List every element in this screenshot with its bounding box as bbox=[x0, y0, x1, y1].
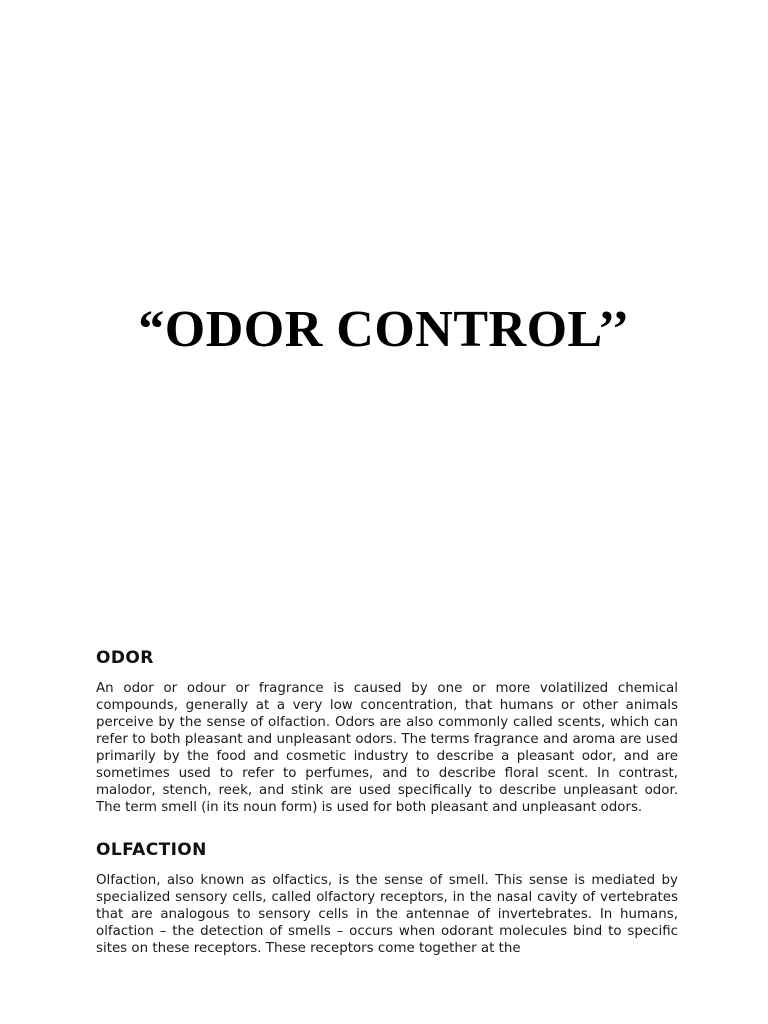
document-title: “ODOR CONTROL’’ bbox=[138, 301, 630, 358]
section-heading-olfaction: OLFACTION bbox=[96, 840, 207, 860]
section-heading-odor: ODOR bbox=[96, 648, 154, 668]
section-body-olfaction: Olfaction, also known as olfactics, is the sense of smell. This sense is mediated by specialized sensory cells, called olfactory receptors, in the nasal cavity of vertebrates that are analogous to sensory cells in the antennae of invertebrates. In humans, olfaction – the detection of smells – occurs when odorant molecules bind to specific sites on these receptors. These receptors come together at the bbox=[96, 873, 678, 956]
section-olfaction bbox=[96, 840, 678, 957]
section-body-odor: An odor or odour or fragrance is caused by one or more volatilized chemical compounds, generally at a very low concentration, that humans or other animals perceive by the sense of olfaction. Odors are also commonly called scents, which can refer to both pleasant and unpleasant odors. The terms fragrance and aroma are used primarily by the food and cosmetic industry to describe a pleasant odor, and are sometimes used to refer to perfumes, and to describe floral scent. In contrast, malodor, stench, reek, and stink are used specifically to describe unpleasant odor. The term smell (in its noun form) is used for both pleasant and unpleasant odors. bbox=[96, 681, 678, 815]
section-odor bbox=[96, 648, 678, 816]
